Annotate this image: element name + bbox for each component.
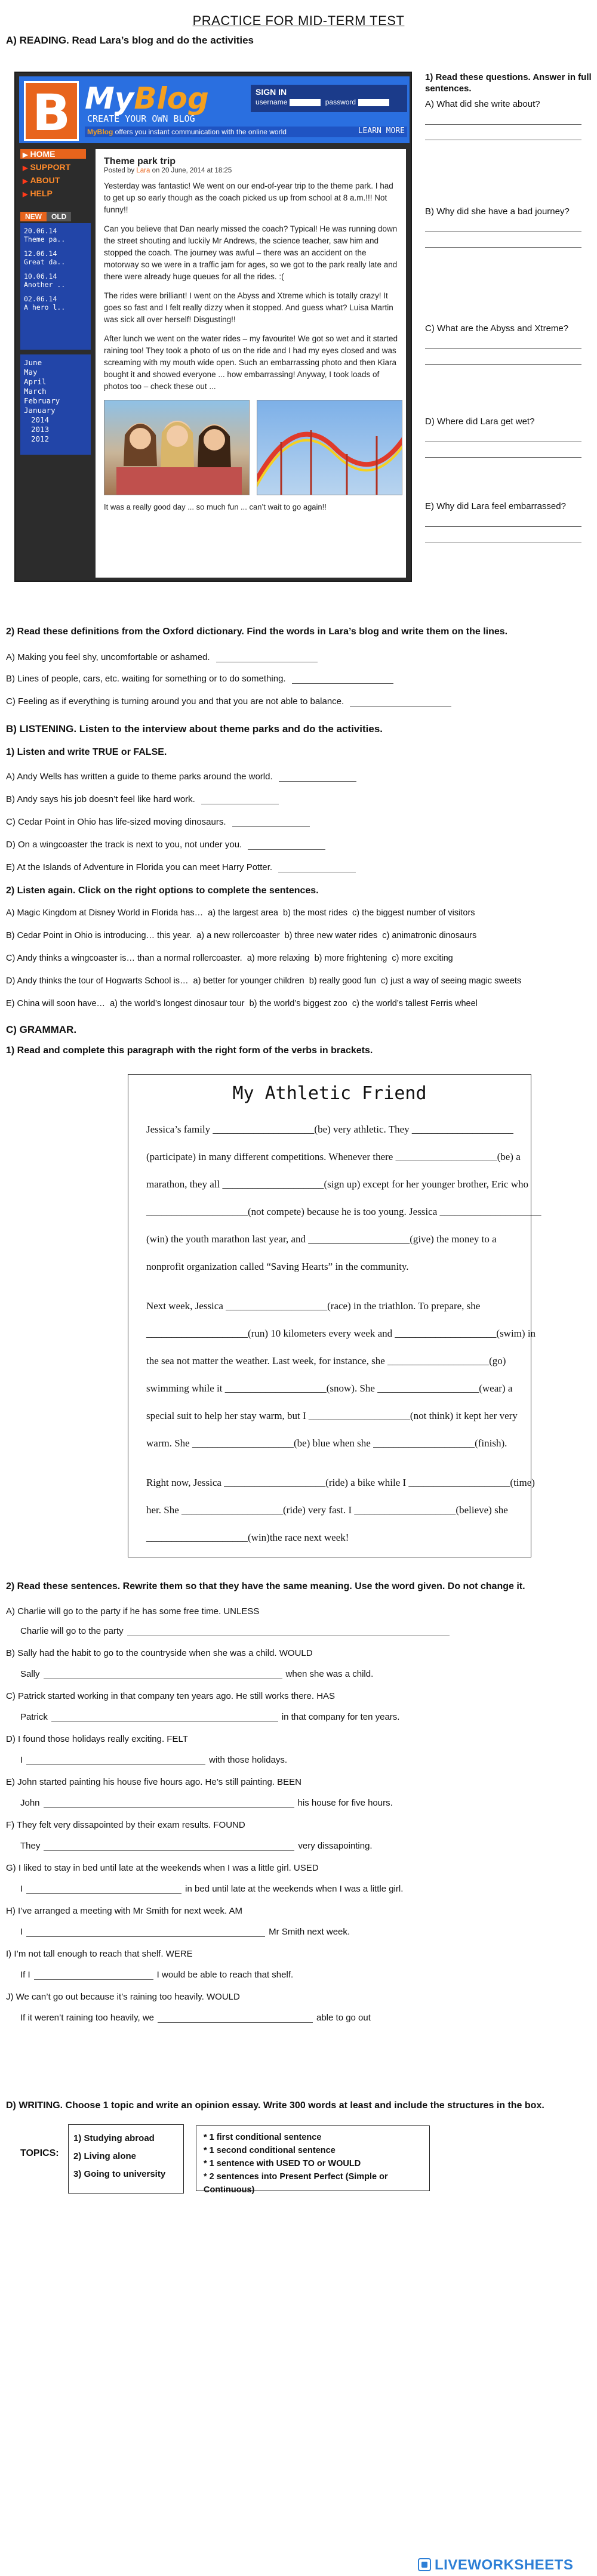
writing-heading: D) WRITING. Choose 1 topic and write an opinion essay. Write 300 words at least and include the structures in the box.	[6, 2100, 544, 2111]
page-title: PRACTICE FOR MID-TERM TEST	[192, 13, 405, 28]
essay-line[interactable]: Next week, Jessica ____________________(race) in the triathlon. To prepare, she	[146, 1300, 481, 1312]
rewrite-question: J) We can’t go out because it’s raining too heavily. WOULD	[6, 1992, 240, 2002]
rewrite-answer: I Mr Smith next week.	[20, 1927, 350, 1937]
answer-field[interactable]	[34, 1969, 153, 1980]
post-paragraph: Yesterday was fantastic! We went on our end-of-year trip to the theme park. I had to get up so early though as the coach picked us up from school at 8 a.m.!!! Not funny!!	[104, 181, 393, 214]
mc-heading: 2) Listen again. Click on the right options to complete the sentences.	[6, 886, 319, 896]
archive-year[interactable]: 2014	[31, 415, 50, 424]
question: E) Why did Lara feel embarrassed?	[425, 501, 592, 542]
essay-line[interactable]: ____________________(win)the race next week!	[146, 1532, 349, 1543]
tf-item: D) On a wingcoaster the track is next to you, not under you.	[6, 839, 325, 850]
tf-item: E) At the Islands of Adventure in Florida you can meet Harry Potter.	[6, 862, 356, 872]
blog-post	[96, 149, 406, 578]
tf-heading: 1) Listen and write TRUE or FALSE.	[6, 747, 167, 757]
mc-option[interactable]: a) a new rollercoaster	[196, 931, 280, 940]
answer-field[interactable]	[425, 129, 581, 140]
signin-row: username password	[256, 98, 402, 106]
post-link[interactable]: 20.06.14 Theme pa..	[24, 227, 66, 243]
mc-item: E) China will soon have… a) the world’s longest dinosaur tour b) the world’s biggest zoo c) the world’s tallest Ferris wheel	[6, 999, 478, 1008]
mc-item: A) Magic Kingdom at Disney World in Florida has… a) the largest area b) the most rides c) the biggest number of visitors	[6, 908, 475, 918]
archive-month[interactable]: June	[24, 358, 42, 367]
answer-field[interactable]	[292, 673, 393, 684]
structure-item: * 1 sentence with USED TO or WOULD	[204, 2159, 361, 2168]
recent-posts	[20, 223, 91, 350]
questions-heading: 1) Read these questions. Answer in full sentences.	[425, 72, 592, 94]
mc-option[interactable]: c) the world’s tallest Ferris wheel	[352, 999, 478, 1008]
post-paragraph: After lunch we went on the water rides – my favourite! We got so wet and it started raining too! They took a photo of us on the ride and I had my eyes closed and was screaming with my mouth wide open. Such an embarrassing photo and then Kiara bought it and showed everyone ... how embarrassing! Anyway, I took loads of photos too – check these out ...	[104, 334, 398, 391]
answer-field[interactable]	[279, 771, 356, 782]
rewrite-answer: If it weren’t raining too heavily, we able to go out	[20, 2013, 371, 2023]
rewrite-question: F) They felt very dissapointed by their exam results. FOUND	[6, 1820, 245, 1830]
post-link[interactable]: 02.06.14 A hero l..	[24, 295, 66, 311]
mc-item: B) Cedar Point in Ohio is introducing… this year. a) a new rollercoaster b) three new water rides c) animatronic dinosaurs	[6, 931, 477, 940]
topic-item[interactable]: 2) Living alone	[73, 2151, 137, 2161]
signin-title: SIGN IN	[256, 87, 287, 97]
mc-item: D) Andy thinks the tour of Hogwarts School is… a) better for younger children b) really good fun c) just a way of seeing magic sweets	[6, 976, 522, 986]
nav-item-support[interactable]: ▶ SUPPORT	[23, 162, 71, 172]
password-input[interactable]	[358, 99, 389, 106]
grammar-heading: C) GRAMMAR.	[6, 1024, 77, 1035]
rewrite-question: B) Sally had the habit to go to the countryside when she was a child. WOULD	[6, 1648, 313, 1658]
answer-field[interactable]	[26, 1883, 181, 1894]
rewrite-question: C) Patrick started working in that company ten years ago. He still works there. HAS	[6, 1691, 336, 1701]
question: A) What did she write about?	[425, 99, 586, 140]
post-link[interactable]: 12.06.14 Great da..	[24, 249, 66, 266]
question: C) What are the Abyss and Xtreme?	[425, 323, 592, 365]
arrow-icon: ▶	[23, 191, 28, 198]
mc-option[interactable]: c) more exciting	[392, 954, 453, 963]
answer-field[interactable]	[232, 816, 310, 827]
answer-field[interactable]	[44, 1668, 282, 1679]
archive-month[interactable]: March	[24, 387, 47, 396]
arrow-icon: ▶	[23, 152, 28, 159]
answer-field[interactable]	[51, 1711, 278, 1722]
rewrite-question: I) I’m not tall enough to reach that shelf. WERE	[6, 1949, 193, 1959]
archive-month[interactable]: February	[24, 396, 60, 405]
archive-year[interactable]: 2013	[31, 425, 50, 434]
essay-line[interactable]: her. She ____________________(ride) very fast. I ____________________(believe) she	[146, 1504, 508, 1516]
post-paragraph: The rides were brilliant! I went on the Abyss and Xtreme which is totally crazy! It goes so fast and I felt really dizzy when it stopped. And guess what? Luisa Martin was sick all over herself! Disgusting!!	[104, 291, 393, 324]
rewrite-answer: I in bed until late at the weekends when I was a little girl.	[20, 1884, 404, 1894]
rewrite-heading: 2) Read these sentences. Rewrite them so that they have the same meaning. Use the word given. Do not change it.	[6, 1581, 525, 1591]
essay-line[interactable]: ____________________(run) 10 kilometers every week and ____________________(swim) in	[146, 1328, 536, 1339]
post-title: Theme park trip	[104, 156, 176, 166]
essay-line: nonprofit organization called “Saving Hearts” in the community.	[146, 1261, 409, 1272]
signin-box	[251, 85, 407, 112]
rewrite-answer: Sally when she was a child.	[20, 1669, 374, 1679]
topics-label: TOPICS:	[20, 2148, 59, 2158]
archive-month[interactable]: April	[24, 377, 47, 386]
post-link[interactable]: 10.06.14 Another ..	[24, 272, 66, 289]
question: D) Where did Lara get wet?	[425, 417, 592, 458]
post-tabs	[20, 211, 91, 222]
rewrite-answer: I with those holidays.	[20, 1755, 288, 1765]
rewrite-answer: Charlie will go to the party	[20, 1625, 450, 1636]
blog-screenshot	[14, 72, 412, 582]
rewrite-answer: If I I would be able to reach that shelf.	[20, 1970, 294, 1980]
nav-item-home[interactable]: ▶ HOME	[20, 149, 86, 159]
answer-field[interactable]	[425, 516, 581, 527]
topics-box	[68, 2124, 184, 2194]
tab-old[interactable]: OLD	[47, 212, 71, 221]
rewrite-question: H) I’ve arranged a meeting with Mr Smith for next week. AM	[6, 1906, 242, 1916]
mc-option[interactable]: b) three new water rides	[284, 931, 378, 940]
answer-field[interactable]	[425, 431, 581, 442]
essay-line[interactable]: (win) the youth marathon last year, and ____________________(give) the money to a	[146, 1233, 497, 1245]
liveworksheets-logo: LIVEWORKSHEETS	[418, 2557, 573, 2574]
answer-field[interactable]	[158, 2012, 313, 2023]
mc-option[interactable]: c) just a way of seeing magic sweets	[380, 976, 522, 986]
answer-field[interactable]	[248, 839, 325, 850]
definition-item: C) Feeling as if everything is turning around you and that you are not able to balance.	[6, 696, 451, 707]
post-footer: It was a really good day ... so much fun ... can’t wait to go again!!	[104, 502, 327, 511]
blog-brand: MyBlog	[85, 81, 209, 116]
post-meta: Posted by Lara on 20 June, 2014 at 18:25	[104, 167, 232, 174]
rewrite-question: D) I found those holidays really exciting. FELT	[6, 1734, 188, 1744]
answer-field[interactable]	[425, 532, 581, 542]
answer-field[interactable]	[127, 1625, 450, 1636]
username-input[interactable]	[290, 99, 321, 106]
answer-field[interactable]	[425, 338, 581, 349]
mc-option[interactable]: b) more frightening	[314, 954, 387, 963]
essay-box	[128, 1074, 541, 1557]
nav-item-help[interactable]: ▶ HELP	[23, 189, 53, 198]
tf-item: A) Andy Wells has written a guide to theme parks around the world.	[6, 771, 356, 782]
essay-line[interactable]: swimming while it ____________________(snow). She ____________________(wear) a	[146, 1383, 513, 1394]
rewrite-question: E) John started painting his house five hours ago. He’s still painting. BEEN	[6, 1777, 301, 1787]
structure-item: * 1 second conditional sentence	[204, 2146, 336, 2155]
listening-heading: B) LISTENING. Listen to the interview about theme parks and do the activities.	[6, 723, 383, 735]
answer-field[interactable]	[425, 237, 581, 248]
essay-line[interactable]: Right now, Jessica ____________________(ride) a bike while I ____________________(time)	[146, 1477, 535, 1488]
answer-field[interactable]	[26, 1754, 205, 1765]
rewrite-question: G) I liked to stay in bed until late at the weekends when I was a little girl. USED	[6, 1863, 319, 1873]
answer-field[interactable]	[278, 862, 356, 872]
definition-item: A) Making you feel shy, uncomfortable or ashamed.	[6, 652, 318, 662]
definitions-heading: 2) Read these definitions from the Oxford dictionary. Find the words in Lara’s blog and write them on the lines.	[6, 627, 508, 637]
answer-field[interactable]	[425, 447, 581, 458]
answer-field[interactable]	[425, 221, 581, 232]
answer-field[interactable]	[44, 1797, 294, 1808]
liveworksheets-icon	[418, 2558, 431, 2571]
tf-item: B) Andy says his job doesn’t feel like hard work.	[6, 794, 279, 804]
archive-year[interactable]: 2012	[31, 434, 50, 443]
arrow-icon: ▶	[23, 178, 28, 185]
blog-nav	[20, 149, 86, 202]
rewrite-answer: John his house for five hours.	[20, 1798, 393, 1808]
blog-header	[19, 76, 410, 143]
essay-line[interactable]: ____________________(not compete) because he is too young. Jessica ____________________	[146, 1206, 541, 1217]
blog-logo-icon: B	[24, 81, 79, 141]
reading-heading: A) READING. Read Lara’s blog and do the activities	[6, 35, 254, 46]
answer-field[interactable]	[425, 114, 581, 125]
structures-box	[196, 2125, 430, 2195]
rewrite-answer: Patrick in that company for ten years.	[20, 1712, 400, 1722]
friends-photo	[104, 400, 250, 495]
rewrite-answer: They very dissapointing.	[20, 1841, 373, 1851]
structure-item: * 2 sentences into Present Perfect (Simple or Continuous)	[204, 2172, 388, 2195]
question: B) Why did she have a bad journey?	[425, 206, 592, 248]
post-photos	[104, 400, 398, 495]
mc-item: C) Andy thinks a wingcoaster is… than a normal rollercoaster. a) more relaxing b) more frightening c) more exciting	[6, 954, 453, 963]
mc-option[interactable]: c) animatronic dinosaurs	[382, 931, 477, 940]
answer-field[interactable]	[350, 696, 451, 707]
rollercoaster-photo	[257, 400, 402, 495]
essay-line[interactable]: special suit to help her stay warm, but I ____________________(not think) it kept her very	[146, 1410, 518, 1421]
answer-field[interactable]	[216, 652, 318, 662]
mc-option[interactable]: a) more relaxing	[247, 954, 310, 963]
blog-tagline: MyBlog offers you instant communication with the online world	[85, 127, 407, 137]
archive-month[interactable]: May	[24, 368, 38, 377]
mc-option[interactable]: b) the most rides	[282, 908, 347, 918]
tf-item: C) Cedar Point in Ohio has life-sized moving dinosaurs.	[6, 816, 310, 827]
structure-item: * 1 first conditional sentence	[204, 2133, 322, 2142]
tab-new[interactable]: NEW	[20, 212, 47, 221]
essay-title: My Athletic Friend	[232, 1083, 427, 1104]
mc-option[interactable]: c) the biggest number of visitors	[352, 908, 475, 918]
essay-line[interactable]: the sea not matter the weather. Last week, for instance, she ____________________(go)	[146, 1355, 506, 1366]
essay-line[interactable]: marathon, they all ____________________(sign up) except for her younger brother, Eric who	[146, 1179, 528, 1190]
essay-line[interactable]: warm. She ____________________(be) blue when she ____________________(finish).	[146, 1437, 507, 1449]
mc-option[interactable]: a) the world’s longest dinosaur tour	[110, 999, 245, 1008]
arrow-icon: ▶	[23, 165, 28, 172]
mc-option[interactable]: b) really good fun	[309, 976, 376, 986]
essay-line[interactable]: (participate) in many different competitions. Whenever there ____________________(be) a	[146, 1151, 521, 1162]
answer-field[interactable]	[44, 1840, 294, 1851]
archive-list	[20, 354, 91, 455]
create-blog-link[interactable]: CREATE YOUR OWN BLOG	[87, 113, 195, 124]
mc-option[interactable]: a) the largest area	[208, 908, 278, 918]
answer-field[interactable]	[425, 354, 581, 365]
reading-questions	[425, 72, 592, 511]
mc-option[interactable]: b) the world’s biggest zoo	[249, 999, 347, 1008]
answer-field[interactable]	[201, 794, 279, 804]
mc-option[interactable]: a) better for younger children	[193, 976, 304, 986]
rewrite-question: A) Charlie will go to the party if he has some free time. UNLESS	[6, 1606, 260, 1616]
definition-item: B) Lines of people, cars, etc. waiting for something or to do something.	[6, 673, 393, 684]
post-paragraph: Can you believe that Dan nearly missed the coach? Typical! He was running down the street shouting and luckily Mr Andrews, the science teacher, saw him and stopped the coach. The journey was awful – there was an accident on the motorway so we were in a traffic jam for ages, so we got to the park really late and there were already huge queues for all the rides. :(	[104, 224, 398, 281]
topic-item[interactable]: 3) Going to university	[73, 2169, 166, 2179]
archive-month[interactable]: January	[24, 406, 56, 415]
learn-more-link[interactable]: LEARN MORE	[358, 127, 405, 135]
answer-field[interactable]	[26, 1926, 265, 1937]
cloze-heading: 1) Read and complete this paragraph with the right form of the verbs in brackets.	[6, 1045, 373, 1056]
nav-item-about[interactable]: ▶ ABOUT	[23, 175, 60, 185]
topic-item[interactable]: 1) Studying abroad	[73, 2133, 155, 2143]
essay-line[interactable]: Jessica’s family ____________________(be) very athletic. They ____________________	[146, 1124, 513, 1135]
